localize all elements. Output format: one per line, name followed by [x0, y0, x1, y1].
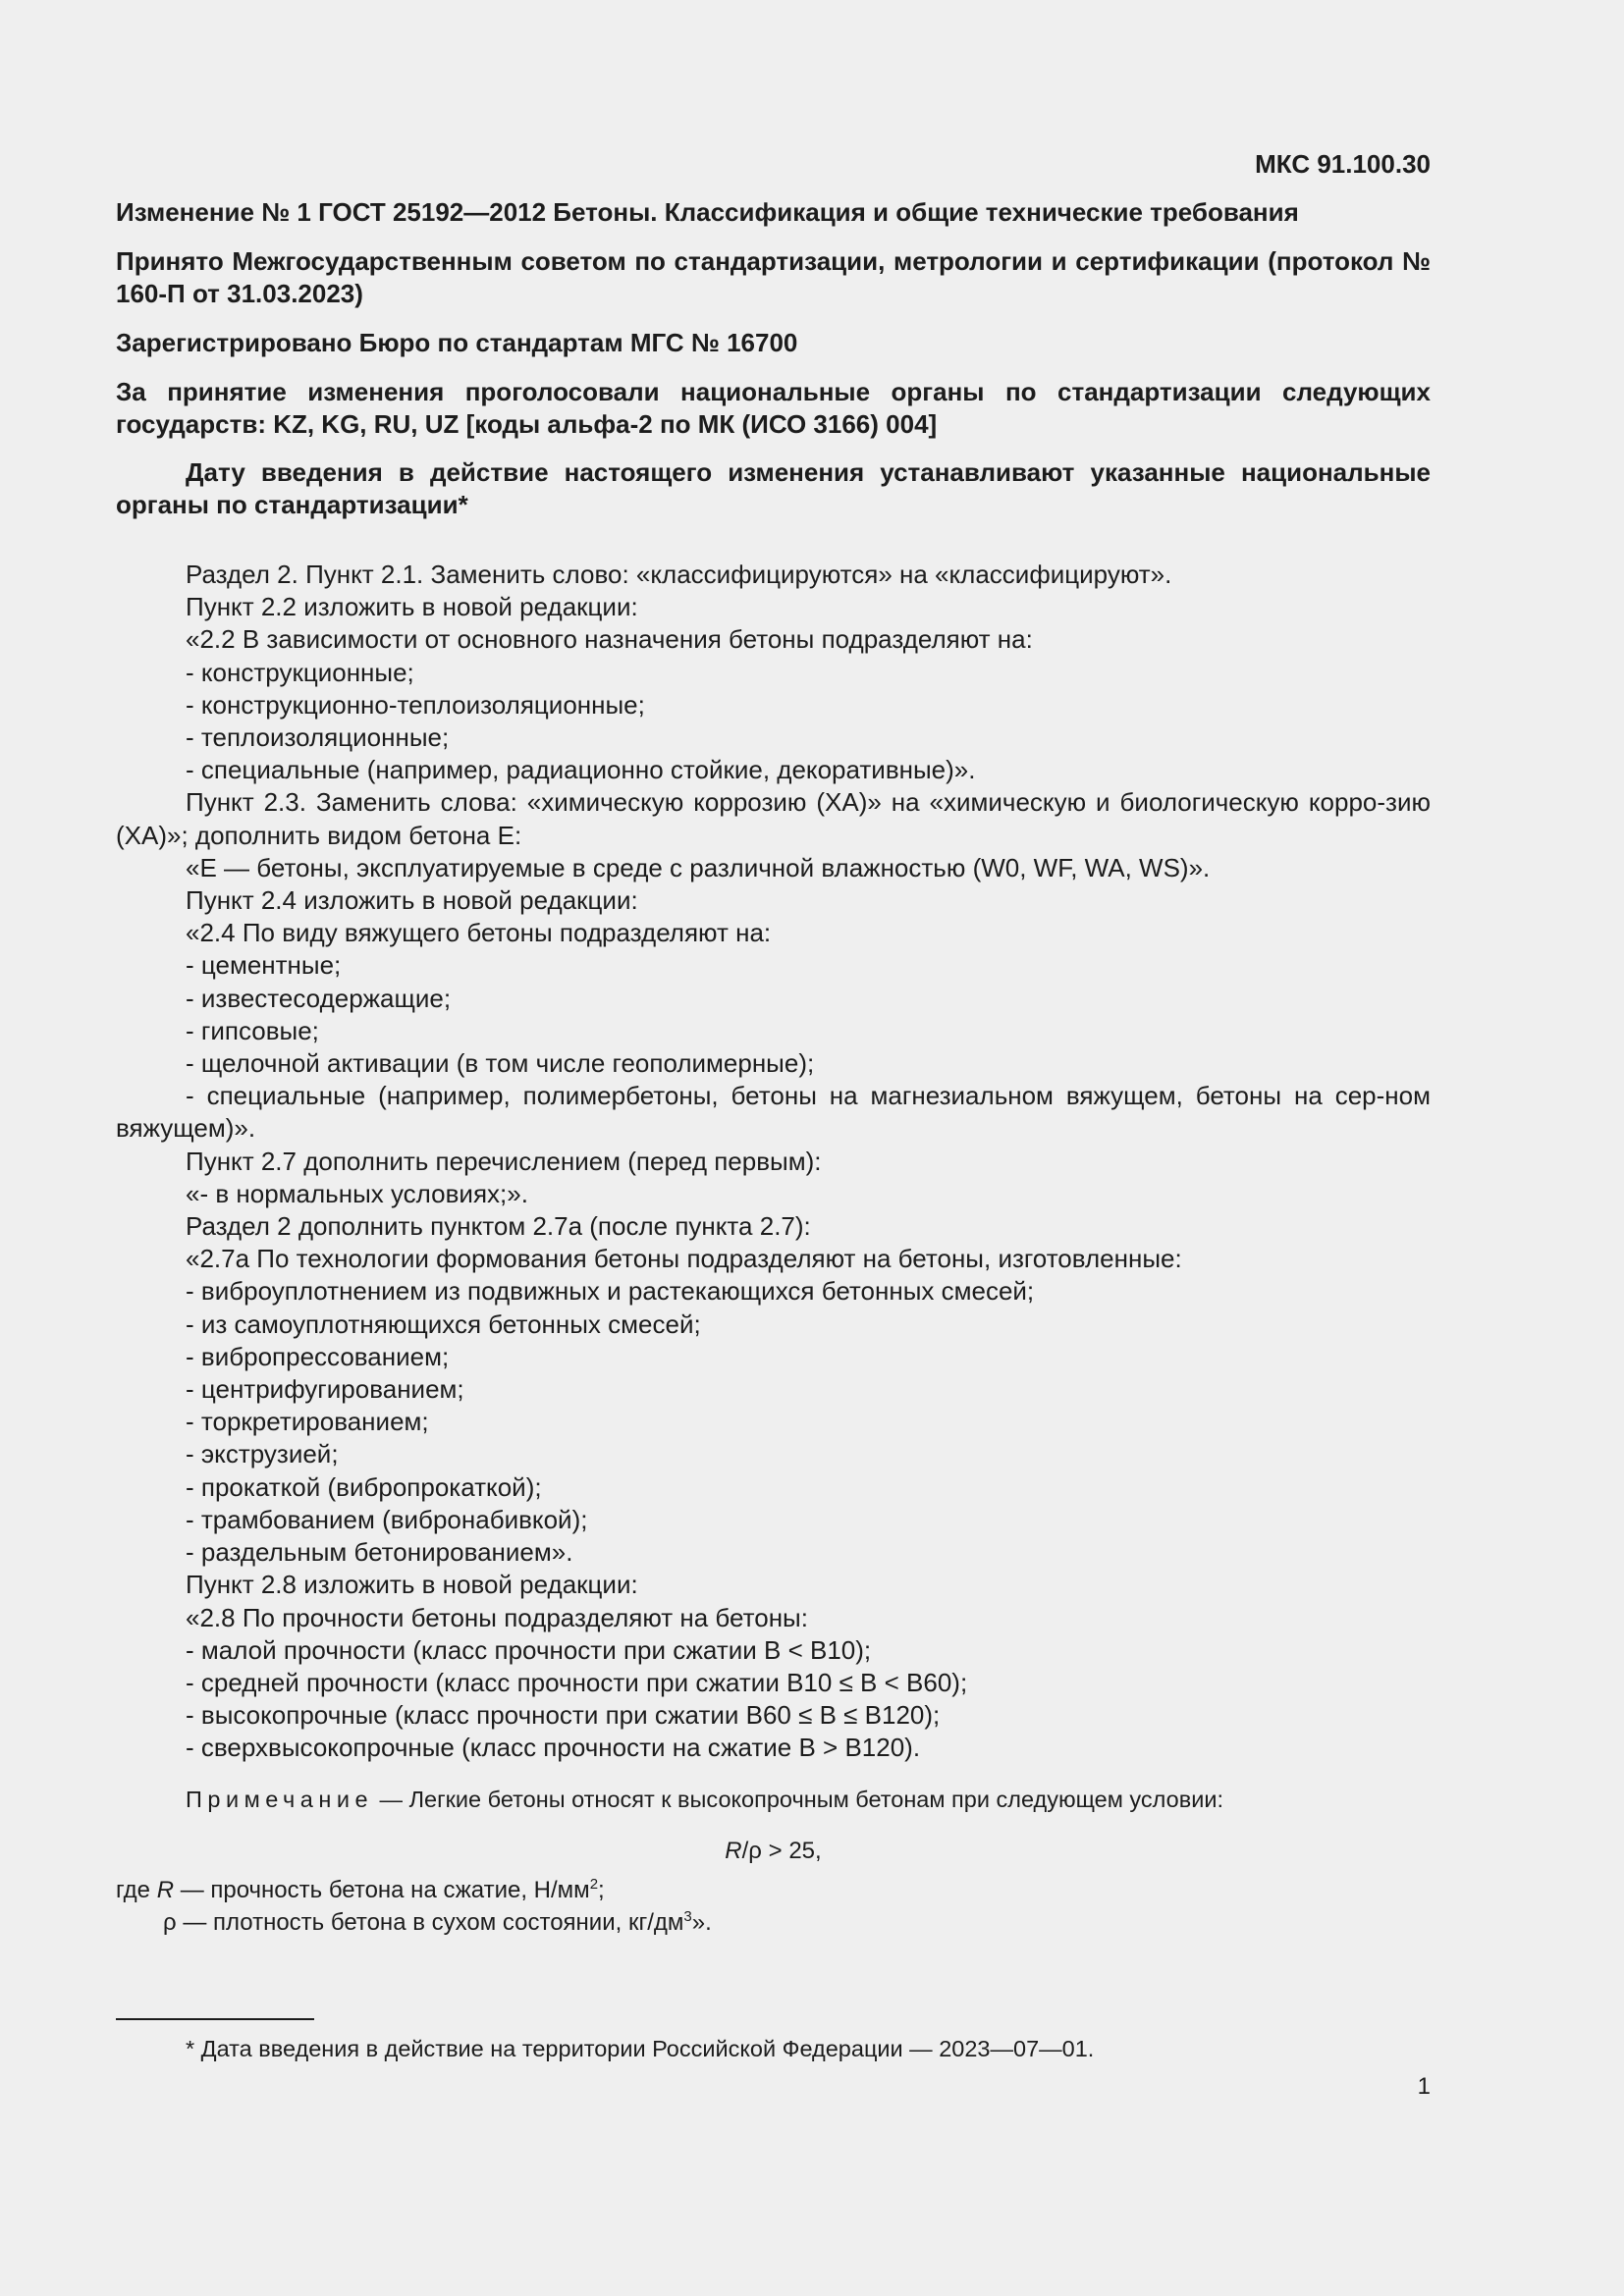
where-symbol-r: R: [156, 1877, 175, 1903]
body-line: «Е — бетоны, эксплуатируемые в среде с различной влажностью (W0, WF, WA, WS)».: [186, 852, 1211, 882]
body-line: Пункт 2.7 дополнить перечислением (перед первым):: [186, 1146, 822, 1176]
body-line: - гипсовые;: [186, 1015, 319, 1045]
body-line: - цементные;: [186, 950, 342, 981]
note-text: — Легкие бетоны относят к высокопрочным бетонам при следующем условии:: [373, 1787, 1223, 1812]
where-r-end: ;: [598, 1877, 605, 1903]
body-line: - специальные (например, радиационно стойкие, декоративные)».: [186, 755, 976, 785]
body-line: - виброуплотнением из подвижных и растекающихся бетонных смесей;: [186, 1276, 1035, 1307]
body-line: - малой прочности (класс прочности при сжатии В < В10);: [186, 1634, 872, 1665]
body-line: «2.2 В зависимости от основного назначения бетоны подразделяют на:: [186, 624, 1033, 655]
page-number: 1: [1417, 2073, 1431, 2100]
registered-statement: Зарегистрировано Бюро по стандартам МГС № 16700: [116, 328, 798, 357]
amendment-body: [116, 559, 1431, 1765]
where-r-text: — прочность бетона на сжатие, Н/мм: [174, 1877, 590, 1903]
body-line: - экструзией;: [186, 1439, 339, 1469]
mks-code: МКС 91.100.30: [1255, 149, 1431, 179]
body-line: - трамбованием (вибронабивкой);: [186, 1504, 588, 1534]
formula-rest: /ρ > 25,: [741, 1838, 822, 1864]
body-line: Раздел 2 дополнить пунктом 2.7а (после пункта 2.7):: [186, 1211, 811, 1242]
body-paragraph: Пункт 2.3. Заменить слова: «химическую коррозию (ХА)» на «химическую и биологическую корро-зию (ХА)»; дополнить видом бетона Е:: [116, 787, 1431, 850]
where-r-exponent: 2: [589, 1876, 599, 1893]
body-line: - из самоуплотняющихся бетонных смесей;: [186, 1308, 701, 1339]
where-rho-exponent: 3: [683, 1908, 692, 1925]
body-line: - конструкционно-теплоизоляционные;: [186, 689, 645, 720]
footnote-divider: [116, 2018, 314, 2020]
body-line: - торкретированием;: [186, 1407, 429, 1437]
where-rho-definition: [116, 1907, 1431, 1939]
where-r-definition: [116, 1875, 1431, 1906]
strength-formula: [116, 1837, 1431, 1866]
body-line: «2.8 По прочности бетоны подразделяют на бетоны:: [186, 1602, 808, 1632]
where-rho-end: ».: [691, 1909, 712, 1936]
effective-date-statement: Дату введения в действие настоящего изменения устанавливают указанные национальные органы по стандартизации*: [116, 457, 1431, 519]
body-line: Пункт 2.2 изложить в новой редакции:: [186, 592, 638, 622]
note: [116, 1785, 1431, 1814]
body-line: - средней прочности (класс прочности при сжатии В10 ≤ В < В60);: [186, 1667, 968, 1697]
body-line: - центрифугированием;: [186, 1374, 464, 1405]
body-line: Пункт 2.4 изложить в новой редакции:: [186, 885, 638, 916]
body-line: - вибропрессованием;: [186, 1341, 450, 1371]
amendment-title: Изменение № 1 ГОСТ 25192—2012 Бетоны. Классификация и общие технические требования: [116, 197, 1299, 227]
body-line: «- в нормальных условиях;».: [186, 1178, 528, 1208]
note-label: Примечание: [186, 1787, 374, 1812]
body-line: Раздел 2. Пункт 2.1. Заменить слово: «классифицируются» на «классифицируют».: [186, 560, 1172, 589]
body-line: - высокопрочные (класс прочности при сжатии В60 ≤ В ≤ В120);: [186, 1700, 941, 1731]
where-prefix: где: [116, 1877, 157, 1903]
body-line: - щелочной активации (в том числе геополимерные);: [186, 1048, 815, 1079]
body-line: - конструкционные;: [186, 657, 414, 687]
body-line: «2.7а По технологии формования бетоны подразделяют на бетоны, изготовленные:: [186, 1244, 1182, 1274]
body-line: - известесодержащие;: [186, 983, 452, 1013]
body-line: «2.4 По виду вяжущего бетоны подразделяют на:: [186, 918, 772, 948]
body-line: - раздельным бетонированием».: [186, 1537, 573, 1568]
footnote: * Дата введения в действие на территории Российской Федерации — 2023—07—01.: [186, 2036, 1095, 2061]
where-rho-text: ρ — плотность бетона в сухом состоянии, кг/дм: [163, 1909, 684, 1936]
body-paragraph: - специальные (например, полимербетоны, бетоны на магнезиальном вяжущем, бетоны на сер-ном вяжущем)».: [116, 1081, 1431, 1144]
body-line: - прокаткой (вибропрокаткой);: [186, 1471, 542, 1502]
formula-symbol-r: R: [725, 1838, 742, 1864]
body-line: - сверхвысокопрочные (класс прочности на сжатие В > В120).: [186, 1733, 921, 1763]
body-line: - теплоизоляционные;: [186, 722, 450, 753]
body-line: Пункт 2.8 изложить в новой редакции:: [186, 1570, 638, 1600]
accepted-statement: Принято Межгосударственным советом по стандартизации, метрологии и сертификации (протокол № 160-П от 31.03.2023): [116, 246, 1431, 308]
voted-statement: За принятие изменения проголосовали национальные органы по стандартизации следующих государств: KZ, KG, RU, UZ [коды альфа-2 по МК (ИСО 3166) 004]: [116, 377, 1431, 439]
